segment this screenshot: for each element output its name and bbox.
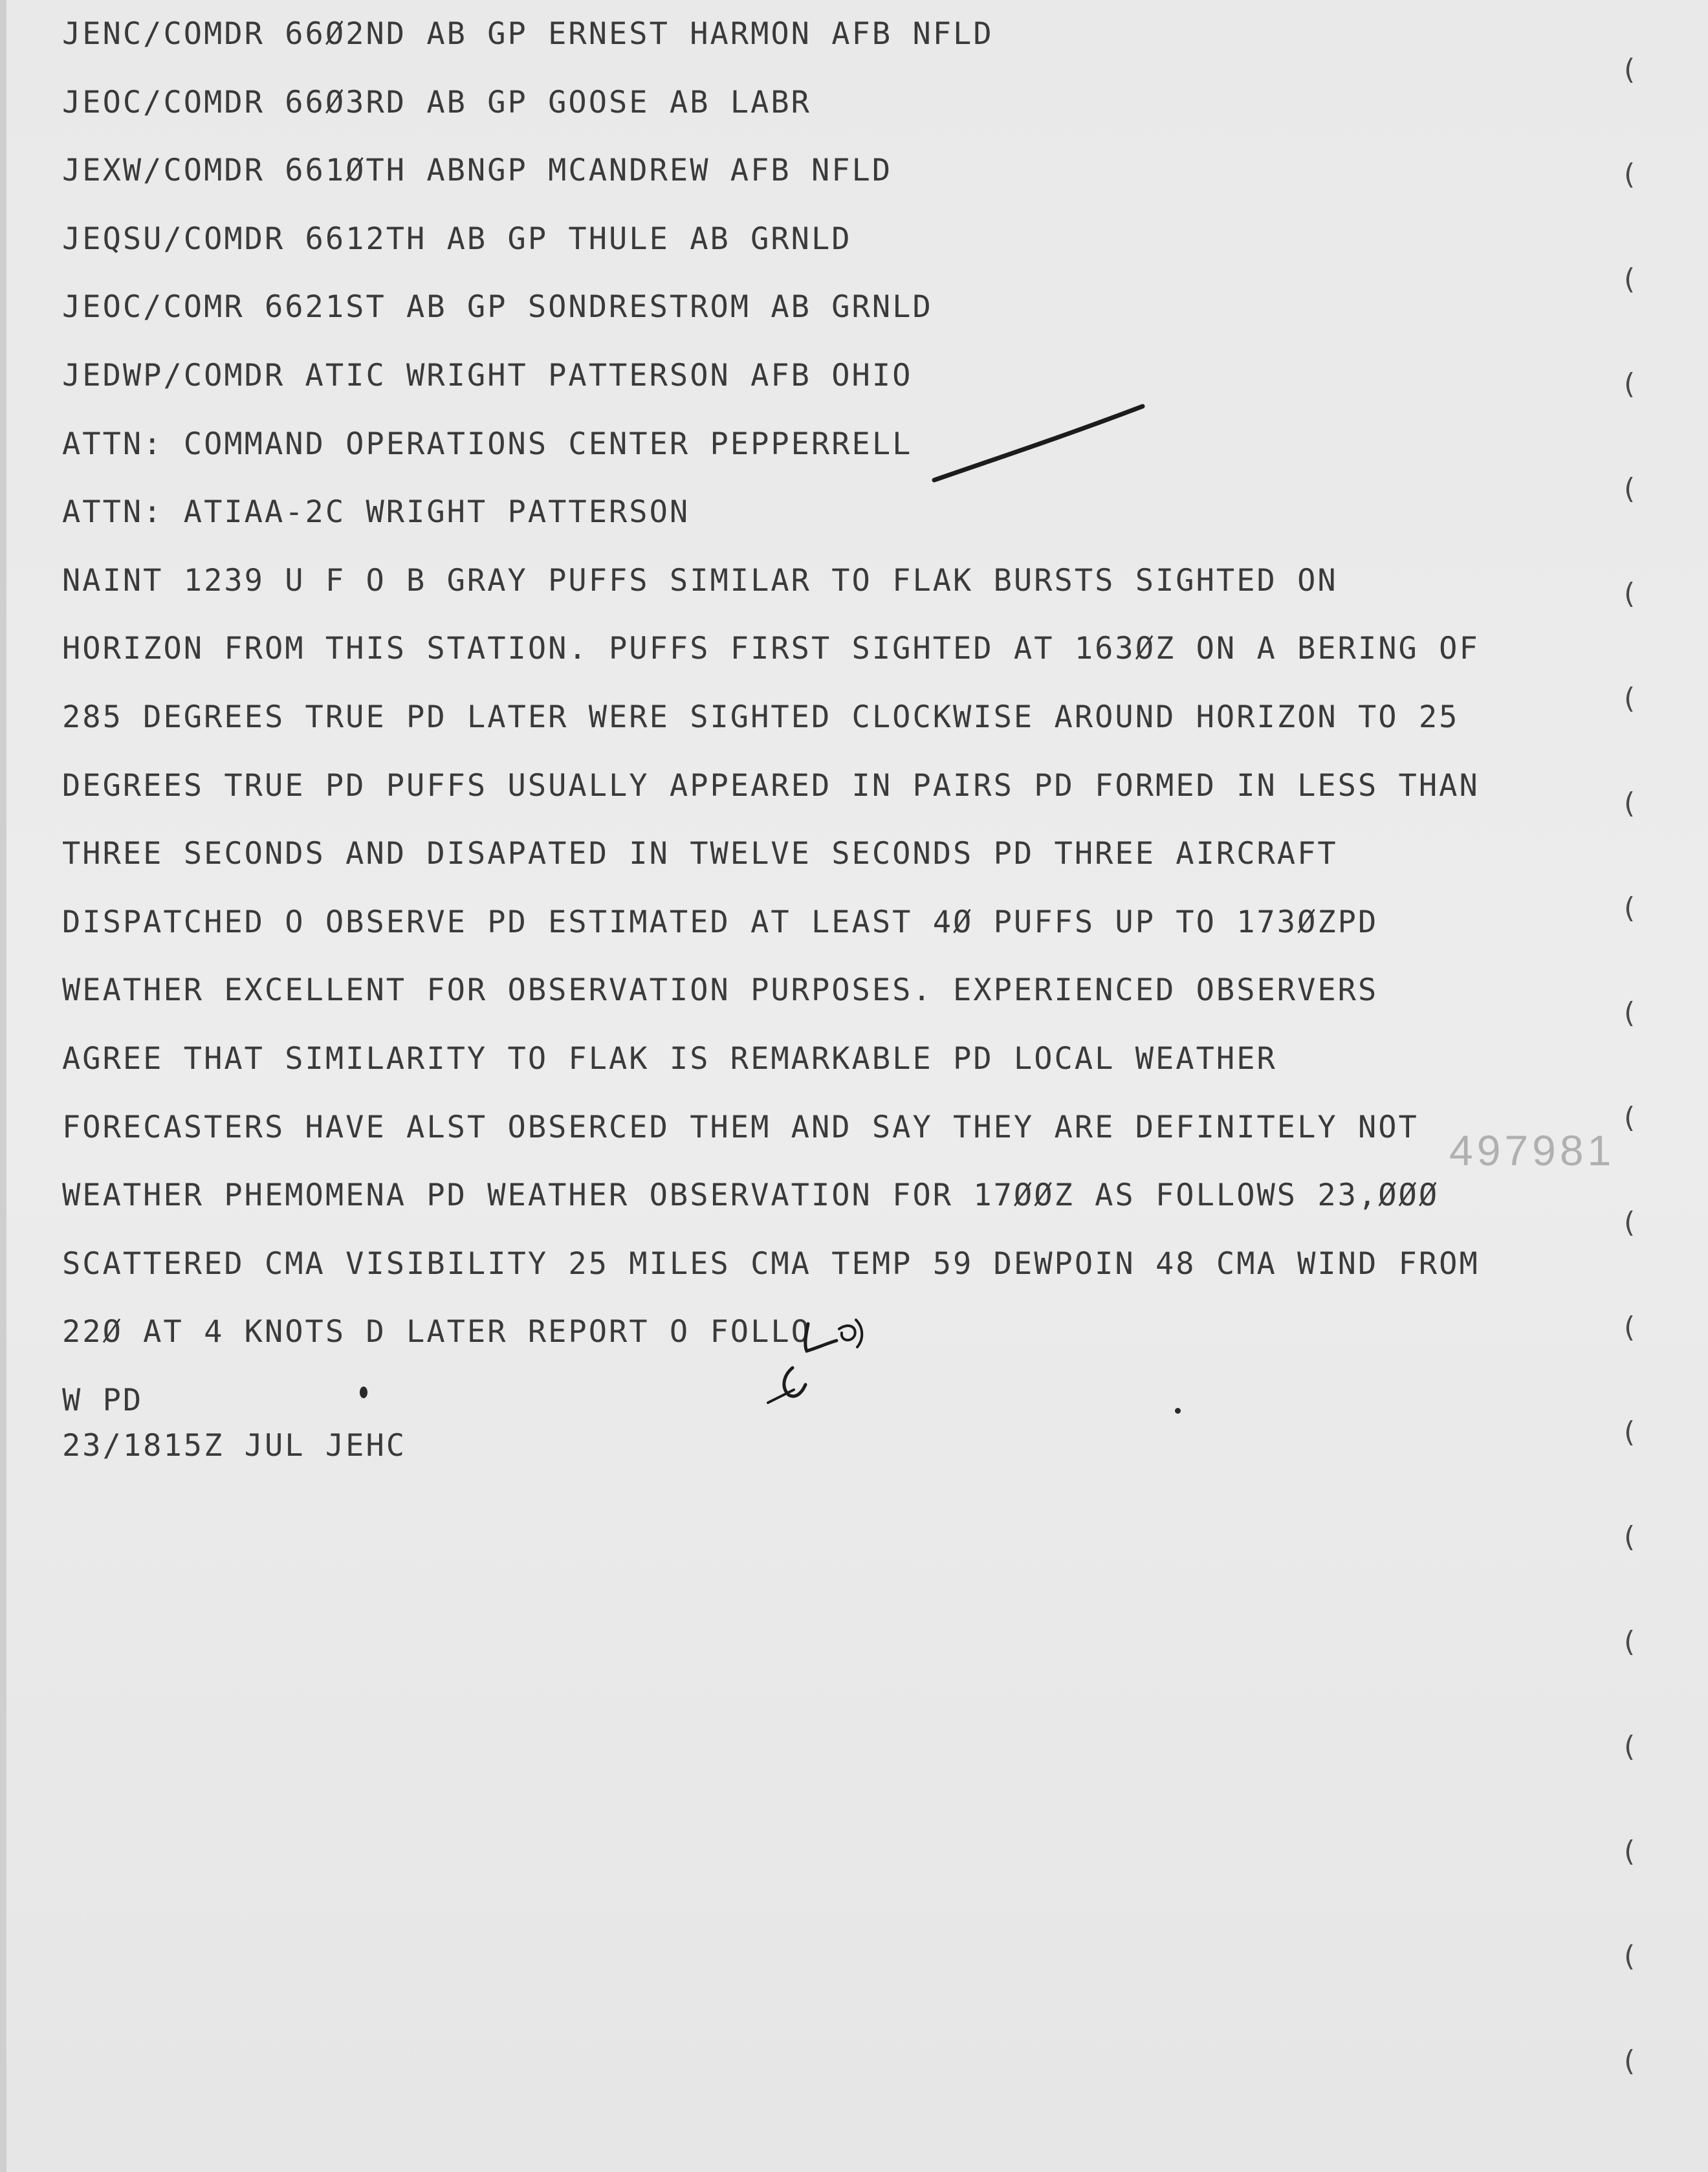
body-line: WEATHER EXCELLENT FOR OBSERVATION PURPOSES. EXPERIENCED OBSERVERS <box>62 972 1379 1009</box>
feed-hole-mark: ( <box>1624 577 1636 610</box>
body-line: DEGREES TRUE PD PUFFS USUALLY APPEARED IN PAIRS PD FORMED IN LESS THAN <box>62 767 1480 804</box>
feed-hole-mark: ( <box>1624 1625 1636 1658</box>
handwritten-mark <box>760 1306 870 1416</box>
document-stamp-number: 497981 <box>1449 1126 1615 1174</box>
feed-hole-mark: ( <box>1624 53 1636 86</box>
ink-speck <box>360 1387 367 1398</box>
feed-hole-mark: ( <box>1624 892 1636 925</box>
body-line: DISPATCHED O OBSERVE PD ESTIMATED AT LEAST 4Ø PUFFS UP TO 173ØZPD <box>62 904 1379 940</box>
feed-hole-mark: ( <box>1624 472 1636 505</box>
feed-hole-mark: ( <box>1624 1520 1636 1553</box>
routing-line: JENC/COMDR 66Ø2ND AB GP ERNEST HARMON AFB NFLD <box>62 16 994 52</box>
routing-line: JEXW/COMDR 661ØTH ABNGP MCANDREW AFB NFLD <box>62 153 893 189</box>
tractor-feed-strip <box>1624 53 1663 2162</box>
routing-line: JEOC/COMR 6621ST AB GP SONDRESTROM AB GRNLD <box>62 289 933 325</box>
body-line: NAINT 1239 U F O B GRAY PUFFS SIMILAR TO FLAK BURSTS SIGHTED ON <box>62 562 1338 598</box>
feed-hole-mark: ( <box>1624 1416 1636 1449</box>
feed-hole-mark: ( <box>1624 787 1636 820</box>
body-line: FORECASTERS HAVE ALST OBSERCED THEM AND SAY THEY ARE DEFINITELY NOT <box>62 1109 1419 1145</box>
pen-underline-mark <box>932 401 1145 492</box>
ink-speck <box>1175 1408 1181 1414</box>
body-line: WEATHER PHEMOMENA PD WEATHER OBSERVATION FOR 17ØØZ AS FOLLOWS 23,ØØØ <box>62 1178 1440 1214</box>
body-line: HORIZON FROM THIS STATION. PUFFS FIRST SIGHTED AT 163ØZ ON A BERING OF <box>62 631 1480 667</box>
feed-hole-mark: ( <box>1624 367 1636 400</box>
feed-hole-mark: ( <box>1624 682 1636 715</box>
body-line: 285 DEGREES TRUE PD LATER WERE SIGHTED CLOCKWISE AROUND HORIZON TO 25 <box>62 699 1460 735</box>
teletype-message <box>62 12 1602 1491</box>
routing-line: JEOC/COMDR 66Ø3RD AB GP GOOSE AB LABR <box>62 84 811 120</box>
feed-hole-mark: ( <box>1624 1311 1636 1344</box>
feed-hole-mark: ( <box>1624 1730 1636 1763</box>
routing-line: JEQSU/COMDR 6612TH AB GP THULE AB GRNLD <box>62 221 852 257</box>
body-line: SCATTERED CMA VISIBILITY 25 MILES CMA TEMP 59 DEWPOIN 48 CMA WIND FROM <box>62 1245 1480 1282</box>
attention-line: ATTN: ATIAA-2C WRIGHT PATTERSON <box>62 494 690 531</box>
feed-hole-mark: ( <box>1624 1101 1636 1134</box>
feed-hole-mark: ( <box>1624 2045 1636 2078</box>
feed-hole-mark: ( <box>1624 158 1636 191</box>
page-left-edge <box>0 0 6 2172</box>
routing-line: JEDWP/COMDR ATIC WRIGHT PATTERSON AFB OHIO <box>62 357 913 393</box>
feed-hole-mark: ( <box>1624 263 1636 296</box>
attention-line: ATTN: COMMAND OPERATIONS CENTER PEPPERRELL <box>62 426 913 462</box>
body-line: THREE SECONDS AND DISAPATED IN TWELVE SECONDS PD THREE AIRCRAFT <box>62 836 1338 872</box>
signoff-line: W PD <box>62 1382 144 1418</box>
body-line: 22Ø AT 4 KNOTS D LATER REPORT O FOLLO <box>62 1314 811 1350</box>
date-time-group: 23/1815Z JUL JEHC <box>62 1427 407 1464</box>
feed-hole-mark: ( <box>1624 1940 1636 1973</box>
feed-hole-mark: ( <box>1624 1835 1636 1868</box>
body-line: AGREE THAT SIMILARITY TO FLAK IS REMARKABLE PD LOCAL WEATHER <box>62 1040 1277 1077</box>
feed-hole-mark: ( <box>1624 996 1636 1029</box>
feed-hole-mark: ( <box>1624 1206 1636 1239</box>
